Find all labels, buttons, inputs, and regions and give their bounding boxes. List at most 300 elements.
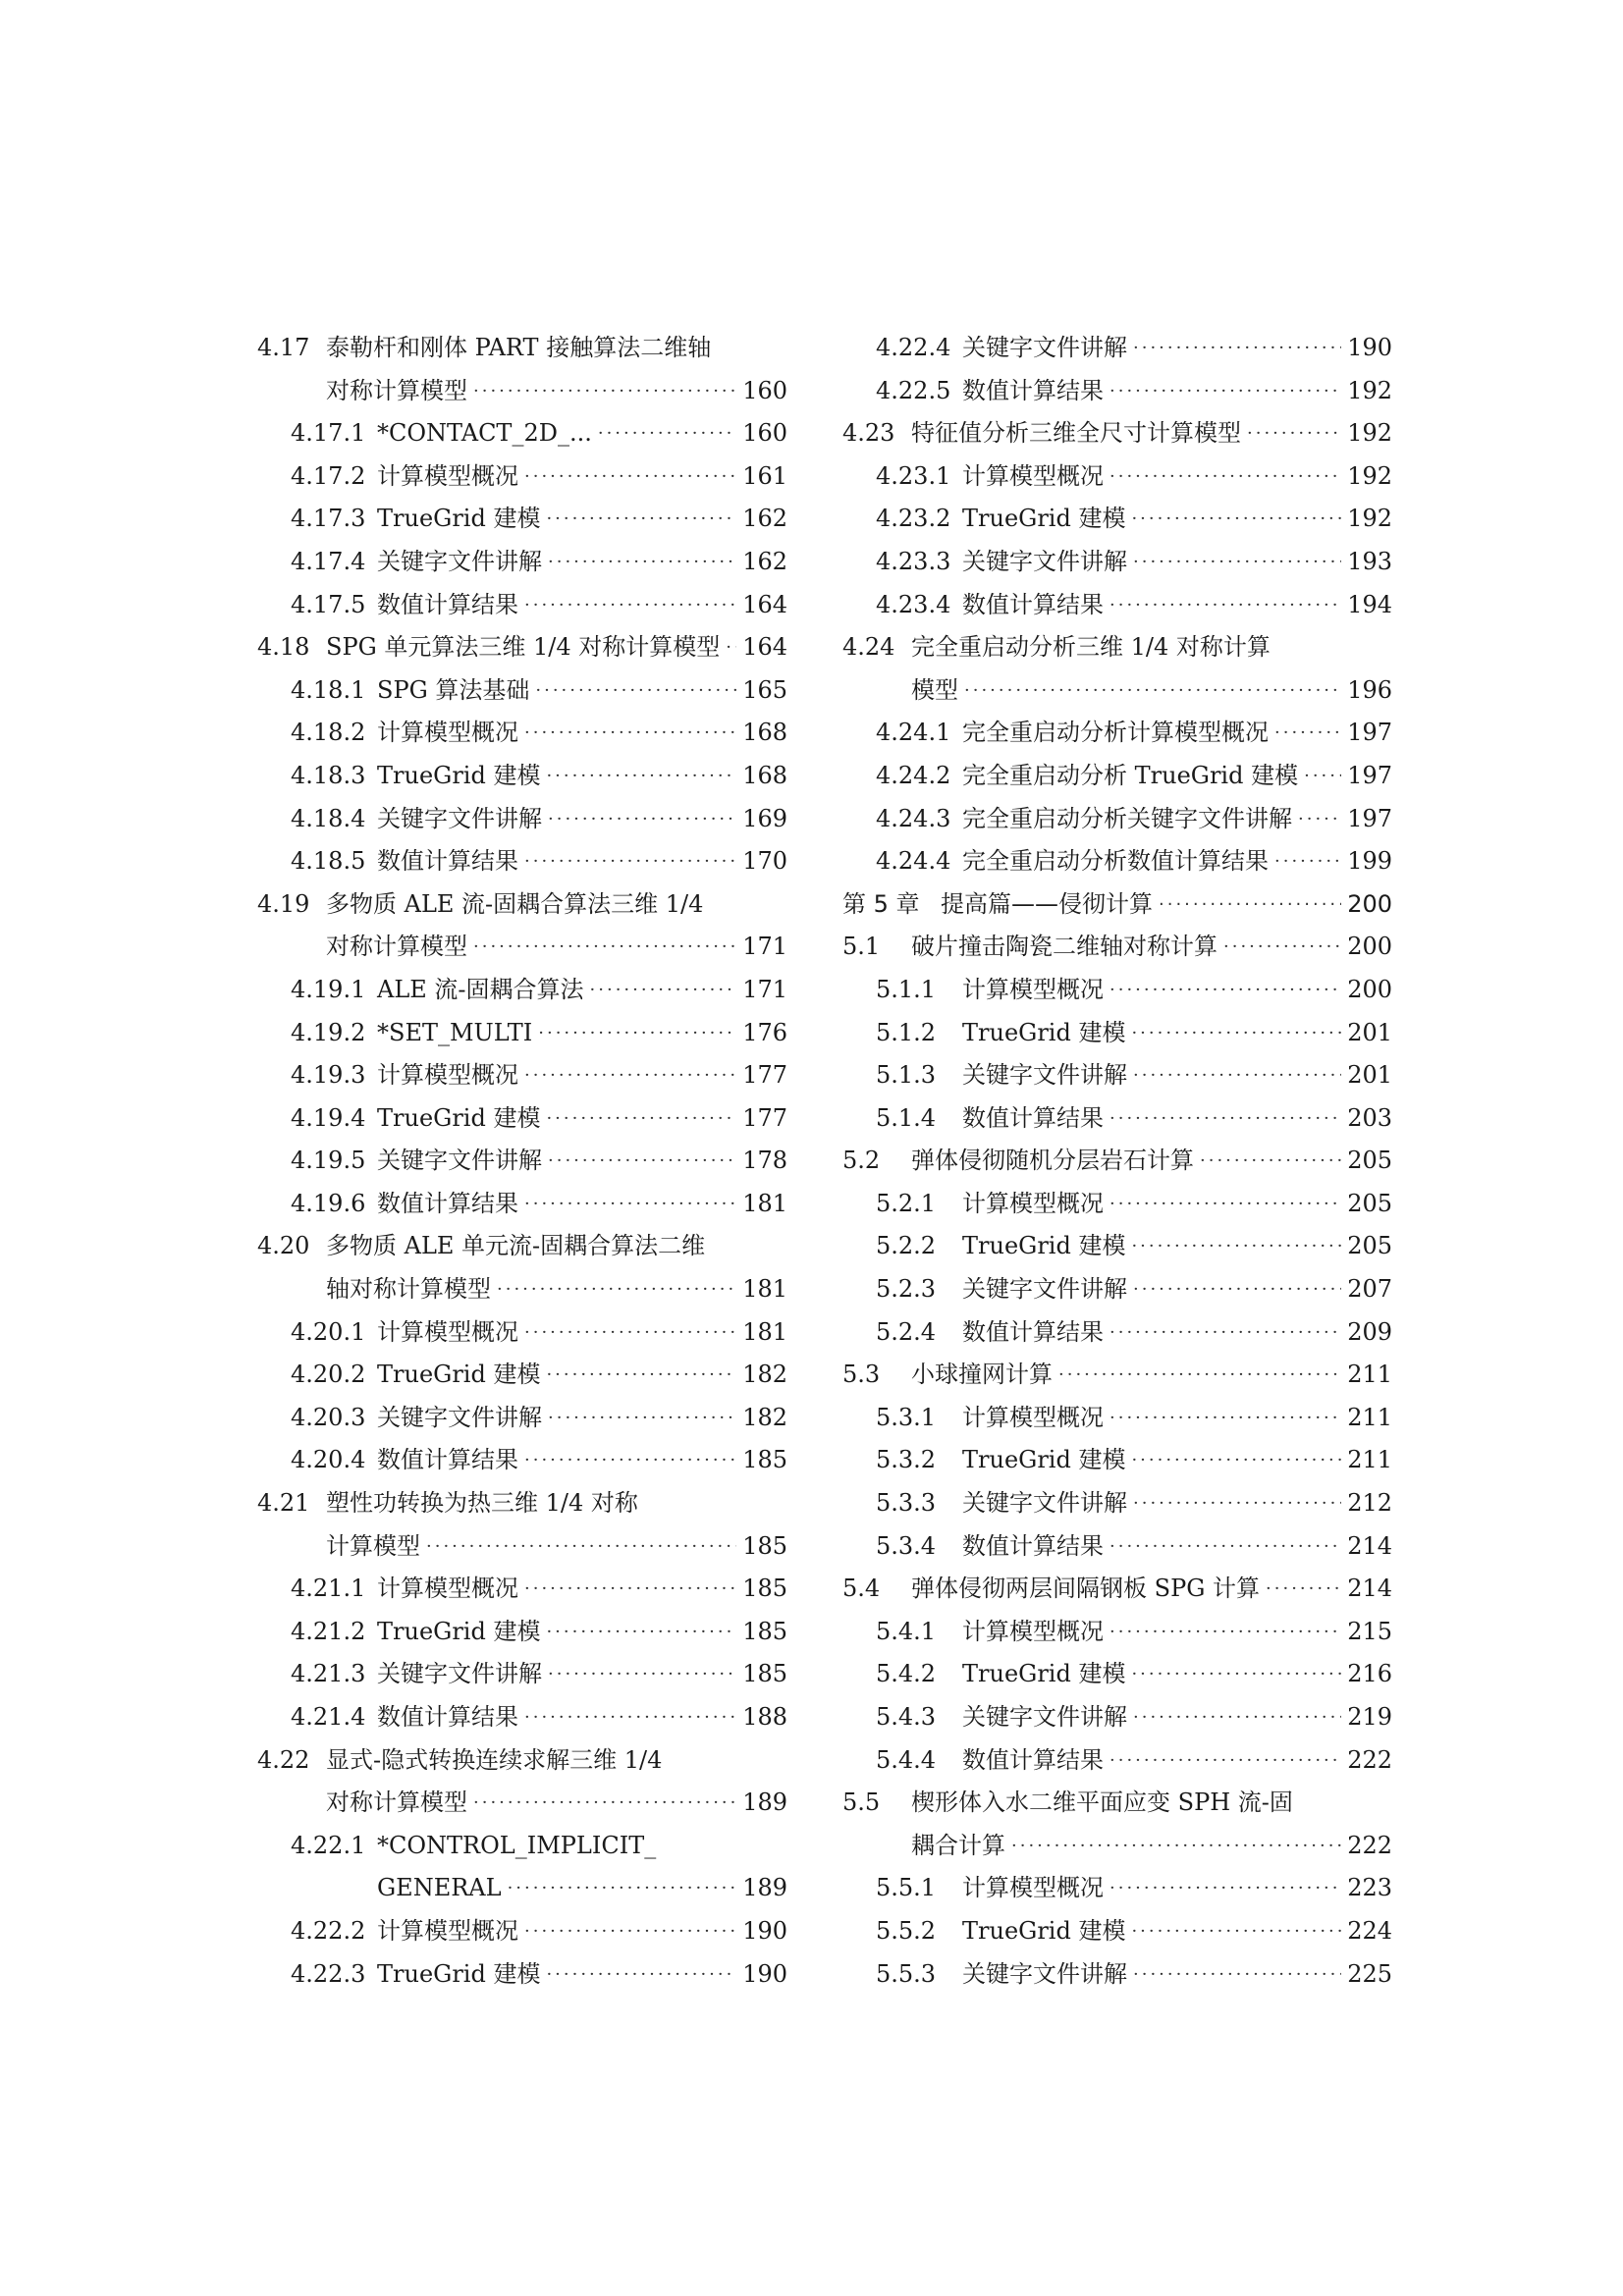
dot-leader bbox=[524, 1439, 736, 1482]
toc-entry[interactable] bbox=[257, 1696, 787, 1739]
toc-entry-title: 对称计算模型 bbox=[326, 1789, 467, 1817]
toc-entry[interactable] bbox=[257, 1225, 787, 1268]
dot-leader bbox=[1298, 798, 1341, 841]
dot-leader bbox=[1133, 1696, 1341, 1739]
toc-entry-title: 破片撞击陶瓷二维轴对称计算 bbox=[911, 933, 1217, 961]
toc-entry-page: 216 bbox=[1347, 1660, 1392, 1688]
dot-leader bbox=[548, 1397, 736, 1440]
toc-entry-title: 计算模型概况 bbox=[962, 461, 1104, 490]
toc-entry-title: 模型 bbox=[911, 675, 958, 704]
toc-entry[interactable] bbox=[257, 1953, 787, 1997]
toc-entry[interactable] bbox=[842, 1867, 1392, 1910]
toc-entry-number: 5.2.2 bbox=[876, 1232, 937, 1260]
toc-entry-title: 数值计算结果 bbox=[377, 1446, 518, 1474]
toc-entry[interactable] bbox=[257, 1910, 787, 1953]
toc-entry-page: 164 bbox=[742, 590, 787, 618]
toc-entry-number: 5.4.1 bbox=[876, 1617, 937, 1645]
toc-entry-title: *SET_MULTI bbox=[377, 1018, 533, 1046]
toc-entry-page: 185 bbox=[742, 1446, 787, 1474]
toc-entry[interactable] bbox=[257, 1054, 787, 1097]
dot-leader bbox=[524, 1568, 736, 1611]
toc-entry-title: 计算模型概况 bbox=[377, 1317, 518, 1346]
toc-entry-number: 4.19.2 bbox=[291, 1018, 366, 1046]
toc-entry-title: *CONTROL_IMPLICIT_ bbox=[377, 1831, 657, 1859]
toc-entry-title: GENERAL bbox=[377, 1874, 502, 1902]
toc-entry-title: 关键字文件讲解 bbox=[962, 1275, 1127, 1304]
toc-entry-page: 196 bbox=[1347, 675, 1392, 704]
toc-entry-title: 显式-隐式转换连续求解三维 1/4 bbox=[326, 1745, 663, 1774]
toc-entry-number: 4.24.4 bbox=[876, 847, 951, 876]
toc-entry[interactable] bbox=[842, 798, 1392, 841]
toc-entry[interactable] bbox=[842, 541, 1392, 584]
toc-entry-page: 192 bbox=[1347, 376, 1392, 404]
dot-leader bbox=[1133, 1268, 1341, 1311]
dot-leader bbox=[546, 498, 736, 541]
toc-entry[interactable] bbox=[842, 1696, 1392, 1739]
toc-entry-page: 201 bbox=[1347, 1061, 1392, 1090]
toc-entry-page: 224 bbox=[1347, 1916, 1392, 1945]
toc-entry-number: 5.5.1 bbox=[876, 1874, 937, 1902]
toc-entry-number: 4.20 bbox=[257, 1232, 310, 1260]
toc-entry-page: 222 bbox=[1347, 1831, 1392, 1859]
toc-entry-title: TrueGrid 建模 bbox=[377, 1103, 541, 1132]
dot-leader bbox=[548, 1653, 736, 1696]
toc-entry-title: TrueGrid 建模 bbox=[962, 1916, 1126, 1945]
toc-entry-title: 关键字文件讲解 bbox=[377, 1147, 542, 1175]
dot-leader bbox=[548, 541, 736, 584]
toc-entry[interactable] bbox=[257, 327, 787, 370]
toc-entry[interactable] bbox=[842, 926, 1392, 969]
toc-entry-title: 数值计算结果 bbox=[962, 1531, 1104, 1560]
dot-leader bbox=[473, 1782, 736, 1825]
dot-leader bbox=[1304, 755, 1341, 798]
toc-entry-title: ALE 流-固耦合算法 bbox=[377, 975, 584, 1003]
dot-leader bbox=[473, 370, 736, 413]
toc-entry-page: 211 bbox=[1347, 1446, 1392, 1474]
toc-entry-number: 4.21.1 bbox=[291, 1575, 366, 1603]
dot-leader bbox=[1133, 1482, 1341, 1525]
toc-entry[interactable] bbox=[842, 327, 1392, 370]
toc-entry-title: 楔形体入水二维平面应变 SPH 流-固 bbox=[911, 1789, 1293, 1817]
toc-entry-number: 4.24.1 bbox=[876, 719, 951, 747]
dot-leader bbox=[548, 798, 736, 841]
toc-entry-page: 181 bbox=[742, 1189, 787, 1217]
toc-entry-page: 201 bbox=[1347, 1018, 1392, 1046]
toc-entry-number: 4.19.5 bbox=[291, 1147, 366, 1175]
toc-entry-page: 185 bbox=[742, 1660, 787, 1688]
toc-entry-number: 4.19.1 bbox=[291, 975, 366, 1003]
toc-entry-title: 关键字文件讲解 bbox=[377, 547, 542, 575]
toc-entry-page: 211 bbox=[1347, 1361, 1392, 1389]
toc-entry-title: 数值计算结果 bbox=[962, 1317, 1104, 1346]
dot-leader bbox=[1011, 1825, 1341, 1868]
dot-leader bbox=[546, 1097, 736, 1141]
toc-entry-page: 177 bbox=[742, 1061, 787, 1090]
toc-entry-page: 162 bbox=[742, 547, 787, 575]
toc-entry[interactable] bbox=[257, 1525, 787, 1569]
dot-leader bbox=[546, 1953, 736, 1997]
toc-entry-page: 177 bbox=[742, 1103, 787, 1132]
toc-entry[interactable] bbox=[257, 584, 787, 627]
toc-entry[interactable] bbox=[257, 926, 787, 969]
toc-entry-title: SPG 算法基础 bbox=[377, 675, 530, 704]
toc-entry-title: 提高篇——侵彻计算 bbox=[941, 889, 1153, 918]
toc-entry[interactable] bbox=[842, 1354, 1392, 1397]
toc-entry-number: 4.22 bbox=[257, 1745, 310, 1774]
dot-leader bbox=[1133, 1953, 1341, 1997]
toc-entry[interactable] bbox=[842, 1825, 1392, 1868]
toc-entry-number: 5.2.1 bbox=[876, 1189, 937, 1217]
toc-entry-number: 4.17.2 bbox=[291, 461, 366, 490]
dot-leader bbox=[1274, 840, 1341, 883]
toc-entry-page: 161 bbox=[742, 461, 787, 490]
toc-entry[interactable] bbox=[257, 370, 787, 413]
toc-entry-title: 计算模型概况 bbox=[377, 1916, 518, 1945]
toc-entry[interactable] bbox=[257, 1825, 787, 1868]
dot-leader bbox=[524, 1311, 736, 1355]
toc-entry-page: 164 bbox=[742, 633, 787, 662]
toc-entry-number: 5.2 bbox=[842, 1147, 881, 1175]
dot-leader bbox=[1223, 926, 1341, 969]
toc-entry-title: 数值计算结果 bbox=[377, 1703, 518, 1731]
toc-entry-title: 完全重启动分析数值计算结果 bbox=[962, 847, 1269, 876]
toc-entry[interactable] bbox=[842, 1739, 1392, 1783]
toc-entry-title: 数值计算结果 bbox=[962, 376, 1104, 404]
toc-entry[interactable] bbox=[257, 498, 787, 541]
toc-entry-number: 4.21.4 bbox=[291, 1703, 366, 1731]
toc-entry-number: 4.20.2 bbox=[291, 1361, 366, 1389]
toc-entry-number: 4.23 bbox=[842, 419, 895, 448]
toc-entry[interactable] bbox=[842, 1225, 1392, 1268]
toc-entry-number: 4.17.4 bbox=[291, 547, 366, 575]
toc-entry[interactable] bbox=[842, 1268, 1392, 1311]
toc-entry[interactable] bbox=[842, 1910, 1392, 1953]
dot-leader bbox=[546, 1611, 736, 1654]
toc-entry-page: 162 bbox=[742, 505, 787, 533]
toc-entry-page: 170 bbox=[742, 847, 787, 876]
toc-entry-title: TrueGrid 建模 bbox=[377, 1617, 541, 1645]
toc-entry[interactable] bbox=[842, 755, 1392, 798]
toc-entry-title: 弹体侵彻两层间隔钢板 SPG 计算 bbox=[911, 1575, 1261, 1603]
toc-entry-title: 耦合计算 bbox=[911, 1831, 1005, 1859]
toc-entry-page: 189 bbox=[742, 1789, 787, 1817]
toc-entry-page: 205 bbox=[1347, 1147, 1392, 1175]
toc-entry[interactable] bbox=[257, 1397, 787, 1440]
toc-entry-number: 5.2.4 bbox=[876, 1317, 937, 1346]
toc-entry[interactable] bbox=[257, 969, 787, 1012]
toc-entry-title: 计算模型概况 bbox=[962, 1189, 1104, 1217]
toc-entry-title: TrueGrid 建模 bbox=[962, 505, 1126, 533]
toc-entry-number: 4.20.4 bbox=[291, 1446, 366, 1474]
dot-leader bbox=[1109, 1183, 1341, 1226]
toc-entry-number: 5.1.1 bbox=[876, 975, 937, 1003]
toc-entry-number: 4.18.1 bbox=[291, 675, 366, 704]
toc-entry-number: 4.23.1 bbox=[876, 461, 951, 490]
toc-entry-number: 5.3 bbox=[842, 1361, 881, 1389]
toc-entry-number: 4.19.3 bbox=[291, 1061, 366, 1090]
toc-chapter-entry[interactable] bbox=[842, 883, 1392, 927]
toc-entry-page: 171 bbox=[742, 933, 787, 961]
toc-entry[interactable] bbox=[257, 1439, 787, 1482]
toc-entry[interactable] bbox=[842, 1482, 1392, 1525]
toc-entry-title: SPG 单元算法三维 1/4 对称计算模型 bbox=[326, 633, 721, 662]
toc-entry-number: 4.22.1 bbox=[291, 1831, 366, 1859]
toc-entry-page: 199 bbox=[1347, 847, 1392, 876]
toc-entry-title: 关键字文件讲解 bbox=[377, 804, 542, 832]
toc-entry-title: 数值计算结果 bbox=[962, 1745, 1104, 1774]
toc-entry-page: 200 bbox=[1347, 933, 1392, 961]
toc-entry[interactable] bbox=[842, 370, 1392, 413]
toc-entry-number: 5.5.2 bbox=[876, 1916, 937, 1945]
toc-entry-number: 4.18.5 bbox=[291, 847, 366, 876]
toc-entry-page: 205 bbox=[1347, 1232, 1392, 1260]
toc-entry[interactable] bbox=[842, 1097, 1392, 1141]
toc-entry-number: 4.23.2 bbox=[876, 505, 951, 533]
toc-entry[interactable] bbox=[842, 1611, 1392, 1654]
toc-entry-number: 5.3.1 bbox=[876, 1403, 937, 1431]
toc-entry[interactable] bbox=[842, 1525, 1392, 1569]
dot-leader bbox=[1109, 1739, 1341, 1783]
dot-leader bbox=[1131, 1225, 1341, 1268]
toc-entry[interactable] bbox=[842, 1439, 1392, 1482]
toc-entry-title: 轴对称计算模型 bbox=[326, 1275, 491, 1304]
toc-entry[interactable] bbox=[257, 883, 787, 927]
toc-entry-title: 完全重启动分析 TrueGrid 建模 bbox=[962, 761, 1299, 789]
toc-entry[interactable] bbox=[257, 1782, 787, 1825]
dot-leader bbox=[1109, 584, 1341, 627]
toc-entry-number: 4.22.5 bbox=[876, 376, 951, 404]
dot-leader bbox=[524, 1183, 736, 1226]
toc-entry-number: 4.22.2 bbox=[291, 1916, 366, 1945]
toc-entry[interactable] bbox=[257, 1268, 787, 1311]
toc-entry[interactable] bbox=[257, 1354, 787, 1397]
toc-entry-title: 多物质 ALE 流-固耦合算法三维 1/4 bbox=[326, 889, 704, 918]
toc-entry-number: 4.24.3 bbox=[876, 804, 951, 832]
toc-entry[interactable] bbox=[842, 1782, 1392, 1825]
toc-entry-title: 弹体侵彻随机分层岩石计算 bbox=[911, 1147, 1194, 1175]
toc-entry-page: 160 bbox=[742, 419, 787, 448]
dot-leader bbox=[1109, 1867, 1341, 1910]
toc-entry[interactable] bbox=[257, 1867, 787, 1910]
toc-entry-title: 计算模型概况 bbox=[962, 1403, 1104, 1431]
toc-entry[interactable] bbox=[257, 1568, 787, 1611]
toc-entry-page: 189 bbox=[742, 1874, 787, 1902]
toc-entry-title: 计算模型概况 bbox=[962, 1874, 1104, 1902]
toc-entry-page: 211 bbox=[1347, 1403, 1392, 1431]
toc-entry-number: 5.3.2 bbox=[876, 1446, 937, 1474]
toc-entry-number: 4.24.2 bbox=[876, 761, 951, 789]
toc-entry[interactable] bbox=[257, 455, 787, 499]
toc-entry-number: 4.17 bbox=[257, 334, 310, 361]
toc-entry-number: 4.18.4 bbox=[291, 804, 366, 832]
toc-entry[interactable] bbox=[842, 1183, 1392, 1226]
toc-entry[interactable] bbox=[842, 1054, 1392, 1097]
dot-leader bbox=[524, 1054, 736, 1097]
toc-entry-title: TrueGrid 建模 bbox=[377, 1361, 541, 1389]
toc-entry-page: 215 bbox=[1347, 1617, 1392, 1645]
toc-entry[interactable] bbox=[842, 1568, 1392, 1611]
toc-entry[interactable] bbox=[842, 840, 1392, 883]
toc-entry-number: 5.1.3 bbox=[876, 1061, 937, 1090]
toc-entry-title: 关键字文件讲解 bbox=[962, 1061, 1127, 1090]
toc-entry-number: 4.18.2 bbox=[291, 719, 366, 747]
dot-leader bbox=[546, 1354, 736, 1397]
toc-entry[interactable] bbox=[842, 1012, 1392, 1055]
dot-leader bbox=[1109, 969, 1341, 1012]
toc-entry[interactable] bbox=[842, 669, 1392, 713]
toc-entry[interactable] bbox=[842, 1397, 1392, 1440]
toc-entry[interactable] bbox=[257, 1183, 787, 1226]
toc-entry-title: 小球撞网计算 bbox=[911, 1361, 1053, 1389]
toc-entry-title: 多物质 ALE 单元流-固耦合算法二维 bbox=[326, 1232, 706, 1260]
dot-leader bbox=[524, 1696, 736, 1739]
toc-entry-number: 4.23.4 bbox=[876, 590, 951, 618]
toc-entry[interactable] bbox=[257, 1611, 787, 1654]
dot-leader bbox=[1131, 498, 1341, 541]
toc-entry-title: 关键字文件讲解 bbox=[377, 1660, 542, 1688]
toc-entry-number: 5.4.2 bbox=[876, 1660, 937, 1688]
dot-leader bbox=[546, 755, 736, 798]
toc-entry-number: 5.4.4 bbox=[876, 1745, 937, 1774]
toc-entry-title: TrueGrid 建模 bbox=[962, 1232, 1126, 1260]
toc-entry-title: 计算模型概况 bbox=[377, 719, 518, 747]
toc-entry[interactable] bbox=[257, 798, 787, 841]
toc-entry[interactable] bbox=[257, 541, 787, 584]
toc-entry-page: 205 bbox=[1347, 1189, 1392, 1217]
toc-entry[interactable] bbox=[842, 584, 1392, 627]
dot-leader bbox=[524, 840, 736, 883]
toc-entry-page: 223 bbox=[1347, 1874, 1392, 1902]
toc-entry-title: 计算模型概况 bbox=[962, 975, 1104, 1003]
toc-entry-title: 关键字文件讲解 bbox=[377, 1403, 542, 1431]
toc-entry-number: 第 5 章 bbox=[842, 889, 920, 918]
toc-entry-page: 190 bbox=[1347, 334, 1392, 361]
toc-entry[interactable] bbox=[842, 969, 1392, 1012]
toc-entry-number: 4.21.3 bbox=[291, 1660, 366, 1688]
toc-entry-page: 165 bbox=[742, 675, 787, 704]
toc-entry-title: 数值计算结果 bbox=[377, 590, 518, 618]
toc-entry-page: 212 bbox=[1347, 1489, 1392, 1518]
dot-leader bbox=[1247, 412, 1341, 455]
toc-entry-number: 5.3.4 bbox=[876, 1531, 937, 1560]
toc-entry-title: 关键字文件讲解 bbox=[962, 1489, 1127, 1518]
dot-leader bbox=[1109, 1525, 1341, 1569]
dot-leader bbox=[1131, 1439, 1341, 1482]
toc-entry-title: TrueGrid 建模 bbox=[962, 1660, 1126, 1688]
toc-entry[interactable] bbox=[257, 840, 787, 883]
dot-leader bbox=[497, 1268, 736, 1311]
toc-entry[interactable] bbox=[257, 1739, 787, 1783]
toc-entry[interactable] bbox=[257, 1653, 787, 1696]
toc-entry-title: 关键字文件讲解 bbox=[962, 1959, 1127, 1988]
toc-entry-number: 4.23.3 bbox=[876, 547, 951, 575]
toc-entry[interactable] bbox=[257, 669, 787, 713]
toc-entry-title: TrueGrid 建模 bbox=[377, 761, 541, 789]
toc-entry-page: 168 bbox=[742, 761, 787, 789]
toc-entry-page: 188 bbox=[742, 1703, 787, 1731]
toc-entry-title: 计算模型 bbox=[326, 1531, 420, 1560]
dot-leader bbox=[1109, 1611, 1341, 1654]
toc-entry-page: 190 bbox=[742, 1959, 787, 1988]
toc-entry-page: 178 bbox=[742, 1147, 787, 1175]
toc-entry-title: 完全重启动分析计算模型概况 bbox=[962, 719, 1269, 747]
toc-entry-page: 197 bbox=[1347, 719, 1392, 747]
toc-column-left bbox=[257, 327, 787, 1996]
toc-entry-title: 关键字文件讲解 bbox=[962, 547, 1127, 575]
toc-entry-title: *CONTACT_2D_... bbox=[377, 419, 592, 448]
toc-entry-title: 关键字文件讲解 bbox=[962, 334, 1127, 361]
toc-entry-title: 完全重启动分析三维 1/4 对称计算 bbox=[911, 633, 1271, 662]
toc-entry-title: 计算模型概况 bbox=[377, 1061, 518, 1090]
toc-entry-page: 200 bbox=[1347, 975, 1392, 1003]
dot-leader bbox=[1109, 370, 1341, 413]
toc-entry-number: 4.19.6 bbox=[291, 1189, 366, 1217]
toc-entry[interactable] bbox=[257, 626, 787, 669]
toc-entry[interactable] bbox=[257, 755, 787, 798]
toc-entry[interactable] bbox=[257, 1097, 787, 1141]
toc-entry-page: 185 bbox=[742, 1617, 787, 1645]
dot-leader bbox=[1109, 1397, 1341, 1440]
toc-entry-page: 193 bbox=[1347, 547, 1392, 575]
toc-entry[interactable] bbox=[842, 1140, 1392, 1183]
toc-entry-page: 169 bbox=[742, 804, 787, 832]
toc-entry-page: 219 bbox=[1347, 1703, 1392, 1731]
dot-leader bbox=[548, 1140, 736, 1183]
toc-entry-page: 197 bbox=[1347, 761, 1392, 789]
toc-entry[interactable] bbox=[842, 498, 1392, 541]
toc-entry-page: 222 bbox=[1347, 1745, 1392, 1774]
toc-entry[interactable] bbox=[842, 712, 1392, 755]
toc-entry[interactable] bbox=[842, 626, 1392, 669]
toc-entry[interactable] bbox=[257, 1012, 787, 1055]
dot-leader bbox=[1133, 327, 1341, 370]
toc-entry[interactable] bbox=[257, 1140, 787, 1183]
toc-entry-number: 5.4.3 bbox=[876, 1703, 937, 1731]
toc-entry-page: 181 bbox=[742, 1275, 787, 1304]
toc-entry-page: 214 bbox=[1347, 1531, 1392, 1560]
dot-leader bbox=[1159, 883, 1341, 927]
dot-leader bbox=[726, 626, 736, 669]
toc-entry-title: 计算模型概况 bbox=[377, 1575, 518, 1603]
dot-leader bbox=[524, 584, 736, 627]
toc-entry-page: 185 bbox=[742, 1531, 787, 1560]
toc-entry-title: TrueGrid 建模 bbox=[377, 1959, 541, 1988]
toc-entry[interactable] bbox=[842, 1653, 1392, 1696]
toc-entry-number: 5.1 bbox=[842, 933, 881, 961]
dot-leader bbox=[1133, 1054, 1341, 1097]
toc-entry-title: TrueGrid 建模 bbox=[962, 1446, 1126, 1474]
toc-entry[interactable] bbox=[842, 412, 1392, 455]
toc-entry-title: TrueGrid 建模 bbox=[377, 505, 541, 533]
toc-entry[interactable] bbox=[842, 1311, 1392, 1355]
dot-leader bbox=[1266, 1568, 1341, 1611]
toc-entry[interactable] bbox=[257, 412, 787, 455]
toc-entry[interactable] bbox=[842, 1953, 1392, 1997]
toc-entry-number: 5.5.3 bbox=[876, 1959, 937, 1988]
toc-entry-page: 209 bbox=[1347, 1317, 1392, 1346]
toc-entry-page: 160 bbox=[742, 376, 787, 404]
dot-leader bbox=[590, 969, 737, 1012]
toc-entry-page: 192 bbox=[1347, 505, 1392, 533]
toc-entry-number: 5.1.2 bbox=[876, 1018, 937, 1046]
toc-entry[interactable] bbox=[257, 712, 787, 755]
toc-entry[interactable] bbox=[257, 1311, 787, 1355]
toc-entry-page: 225 bbox=[1347, 1959, 1392, 1988]
toc-entry[interactable] bbox=[842, 455, 1392, 499]
toc-entry-page: 168 bbox=[742, 719, 787, 747]
dot-leader bbox=[538, 1012, 736, 1055]
toc-entry[interactable] bbox=[257, 1482, 787, 1525]
